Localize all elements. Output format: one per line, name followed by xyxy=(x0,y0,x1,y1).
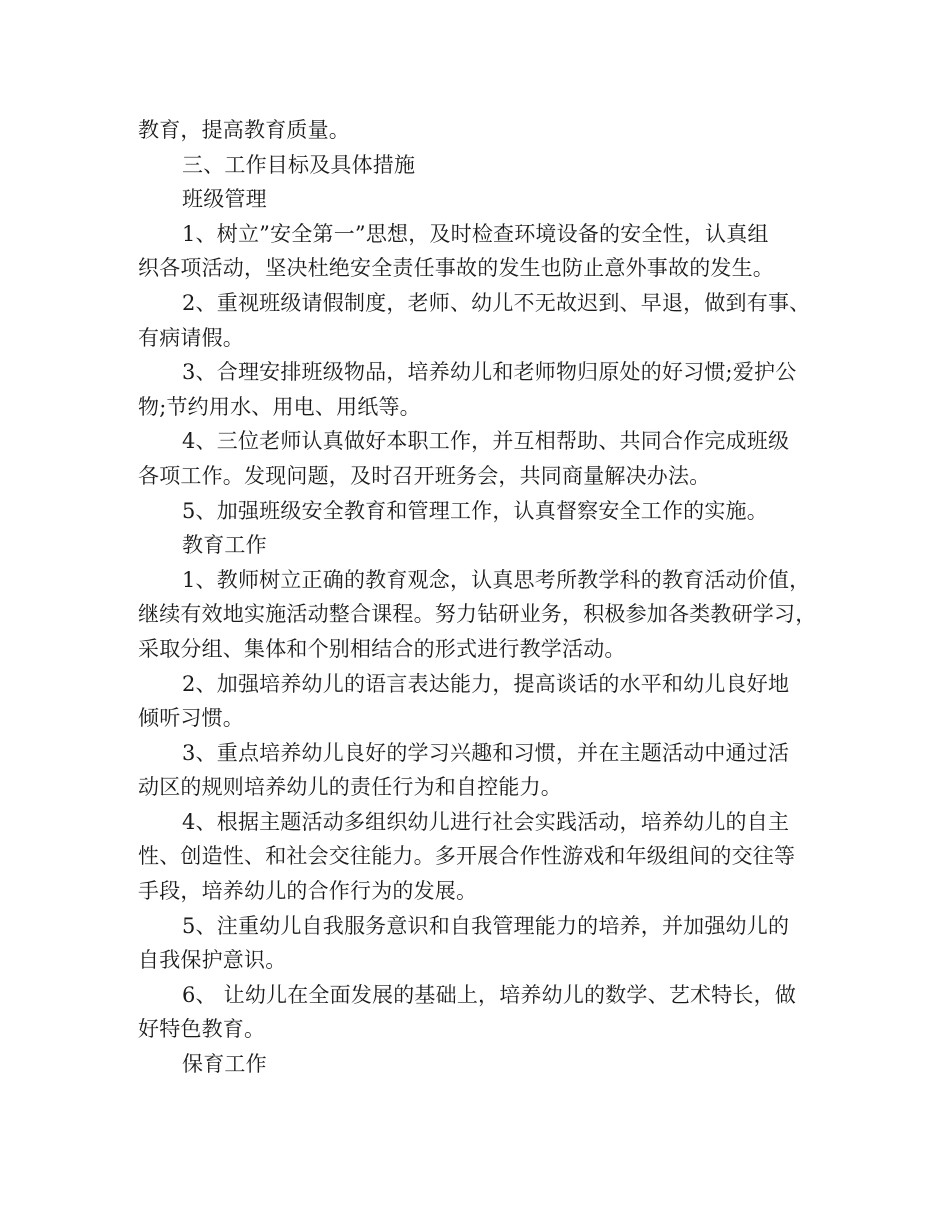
text-line: 继续有效地实施活动整合课程。努力钻研业务，积极参加各类教研学习， xyxy=(138,602,817,627)
text-line: 教育工作 xyxy=(182,533,267,558)
text-line: 班级管理 xyxy=(182,187,267,212)
text-line: 三、工作目标及具体措施 xyxy=(182,152,416,177)
text-line: 采取分组、集体和个别相结合的形式进行教学活动。 xyxy=(138,636,626,661)
text-line: 2、加强培养幼儿的语言表达能力，提高谈话的水平和幼儿良好地 xyxy=(182,671,790,696)
text-line: 4、根据主题活动多组织幼儿进行社会实践活动，培养幼儿的自主 xyxy=(182,809,790,834)
text-line: 4、三位老师认真做好本职工作，并互相帮助、共同合作完成班级 xyxy=(182,429,790,454)
text-line: 5、注重幼儿自我服务意识和自我管理能力的培养，并加强幼儿的 xyxy=(182,913,790,938)
text-line: 物;节约用水、用电、用纸等。 xyxy=(138,394,421,419)
text-line: 性、创造性、和社会交往能力。多开展合作性游戏和年级组间的交往等 xyxy=(138,844,796,869)
document-page xyxy=(138,113,818,1082)
text-line: 手段，培养幼儿的合作行为的发展。 xyxy=(138,879,478,904)
text-line: 自我保护意识。 xyxy=(138,948,287,973)
text-line: 好特色教育。 xyxy=(138,1017,266,1042)
text-line: 各项工作。发现问题，及时召开班务会，共同商量解决办法。 xyxy=(138,463,711,488)
text-line: 1、树立”安全第一”思想，及时检查环境设备的安全性，认真组 xyxy=(182,221,769,246)
text-line: 动区的规则培养幼儿的责任行为和自控能力。 xyxy=(138,775,562,800)
text-line: 1、教师树立正确的教育观念，认真思考所教学科的教育活动价值， xyxy=(182,567,811,592)
text-line: 2、重视班级请假制度，老师、幼儿不无故迟到、早退，做到有事、 xyxy=(182,290,811,315)
text-line: 保育工作 xyxy=(182,1052,267,1077)
text-line: 5、加强班级安全教育和管理工作，认真督察安全工作的实施。 xyxy=(182,498,768,523)
text-line: 3、合理安排班级物品，培养幼儿和老师物归原处的好习惯;爱护公 xyxy=(182,360,797,385)
text-line: 教育，提高教育质量。 xyxy=(138,118,350,142)
text-line: 倾听习惯。 xyxy=(138,706,244,731)
text-line: 3、重点培养幼儿良好的学习兴趣和习惯，并在主题活动中通过活 xyxy=(182,740,790,765)
text-line: 有病请假。 xyxy=(138,325,244,350)
text-line: 织各项活动，坚决杜绝安全责任事故的发生也防止意外事故的发生。 xyxy=(138,256,774,281)
text-line: 6、 让幼儿在全面发展的基础上，培养幼儿的数学、艺术特长，做 xyxy=(182,982,797,1007)
